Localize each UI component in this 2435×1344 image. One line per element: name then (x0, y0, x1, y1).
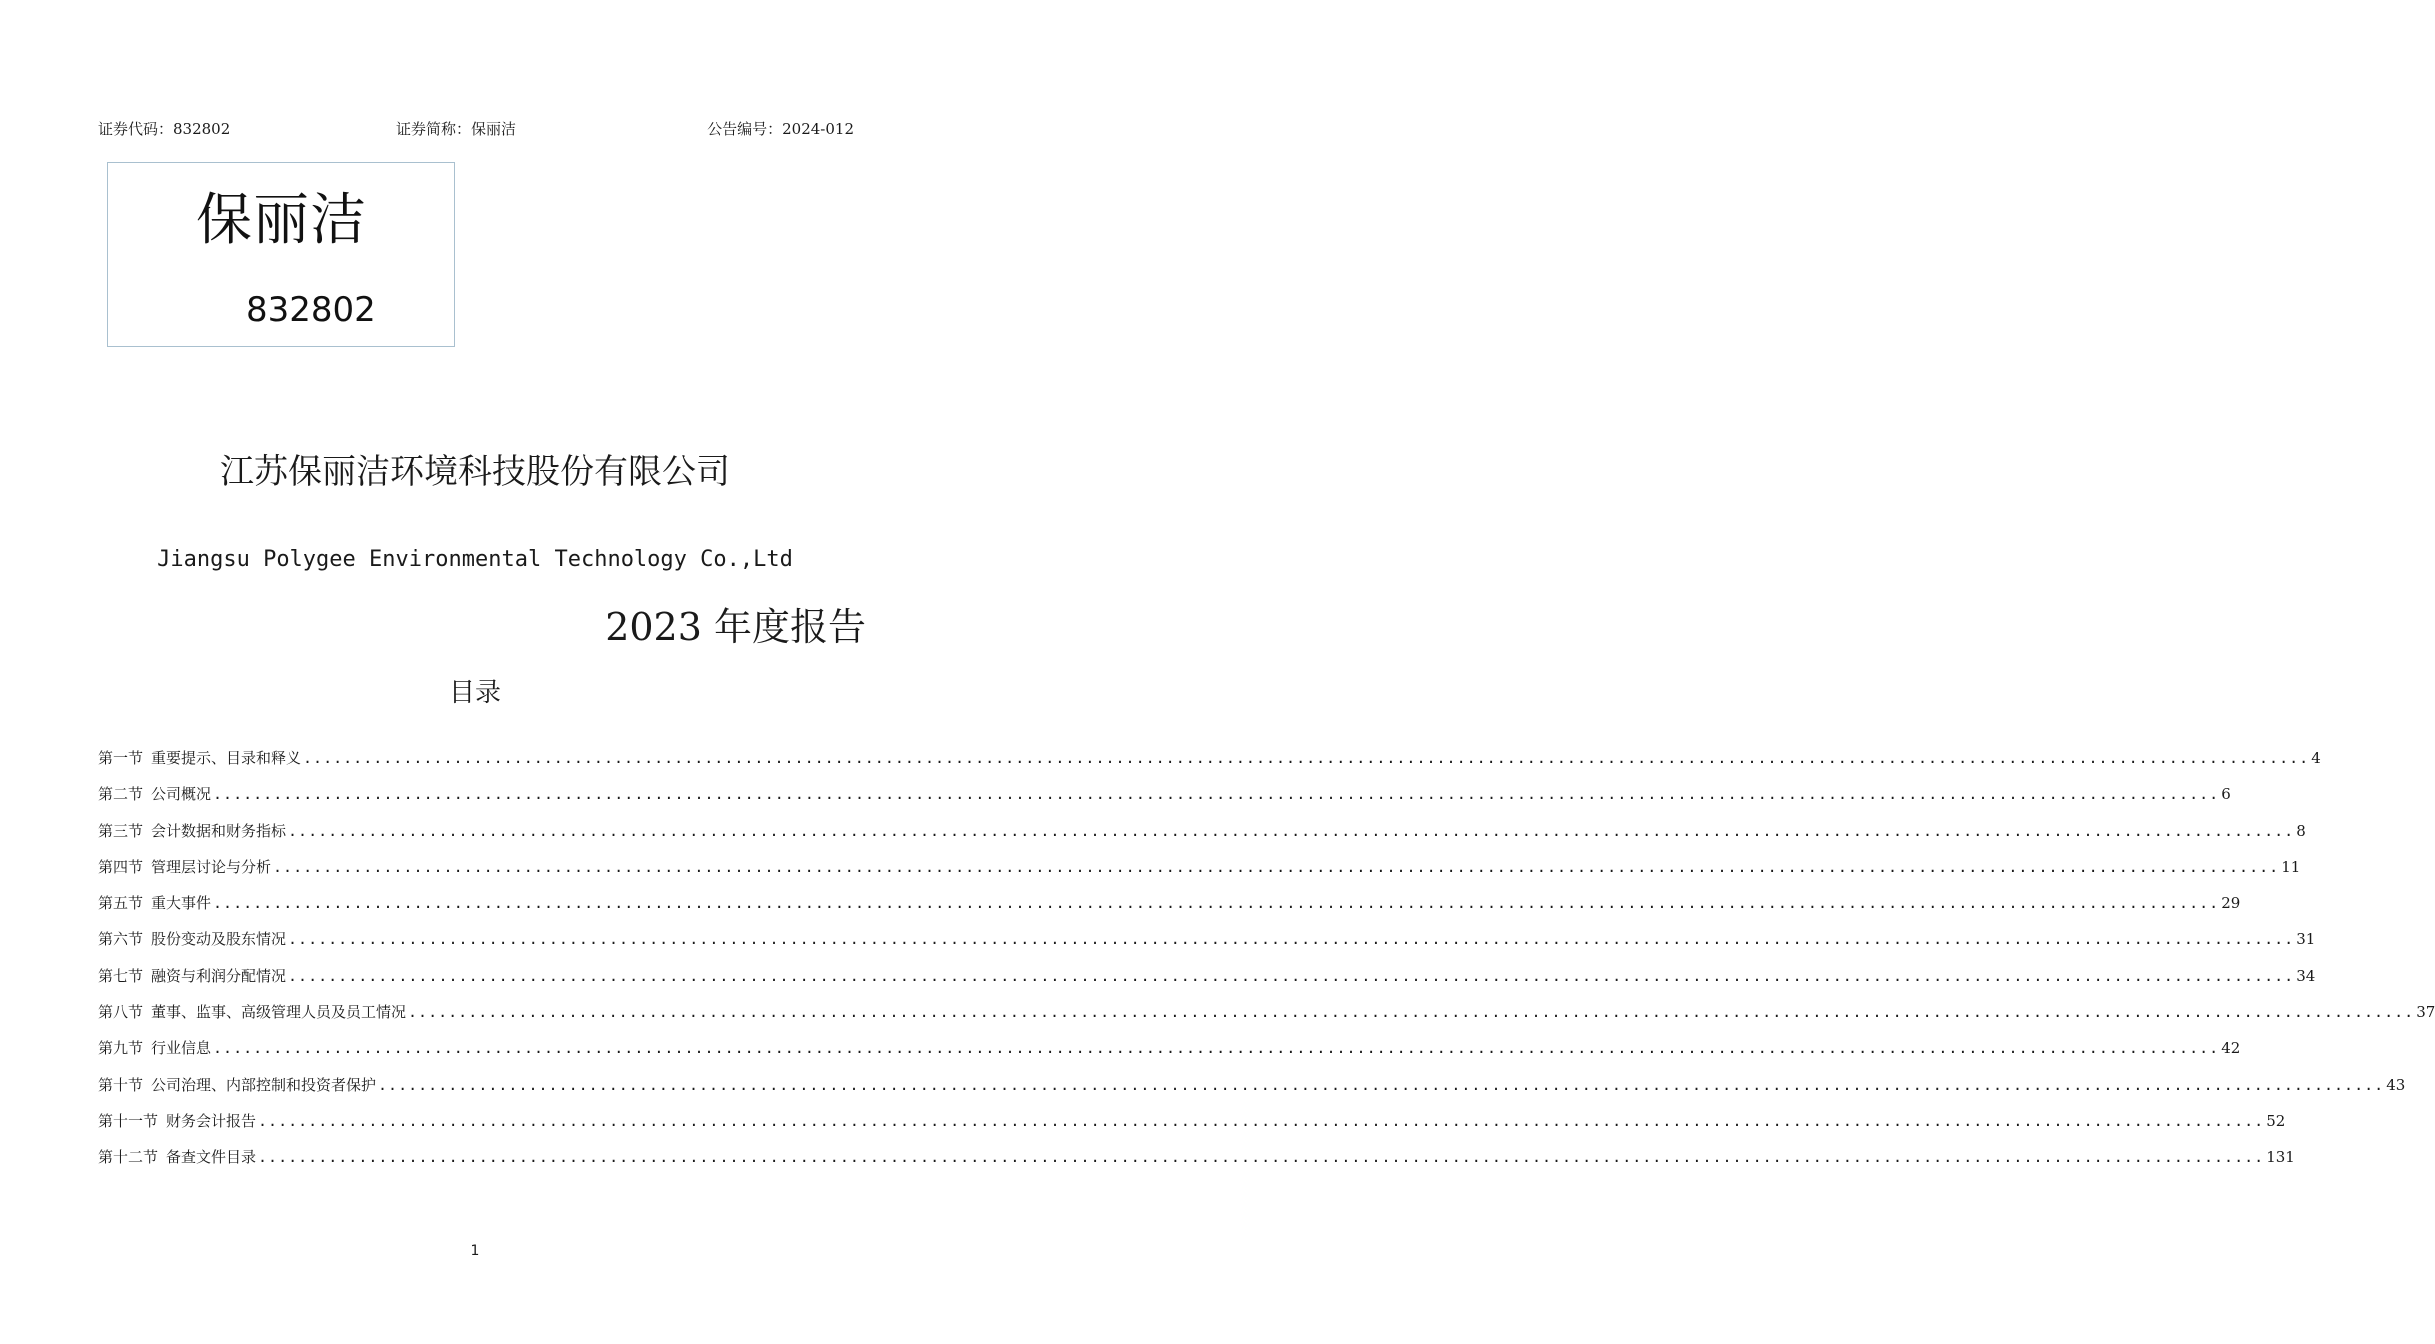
toc-item-leader-dots: ........................................................................................................................................................................................................ (288, 966, 2295, 985)
company-name-en: Jiangsu Polygee Environmental Technology Co.,Ltd (157, 547, 793, 572)
toc-item-label: 重要提示、目录和释义 (151, 749, 302, 767)
toc-item[interactable] (98, 1145, 2295, 1181)
toc-item-leader-dots: ........................................................................................................................................................................................................ (258, 1148, 2265, 1167)
toc-item-section: 第八节 (98, 1003, 144, 1022)
toc-item-leader-dots: ........................................................................................................................................................................................................ (378, 1075, 2385, 1094)
toc-item[interactable] (98, 819, 2306, 855)
toc-item-page: 34 (2296, 966, 2316, 985)
table-of-contents (98, 746, 2435, 1182)
company-logo-box (107, 162, 455, 347)
toc-item-section: 第九节 (98, 1039, 144, 1058)
toc-item-leader-dots: ........................................................................................................................................................................................................ (213, 1039, 2220, 1058)
toc-item-section: 第一节 (98, 749, 144, 767)
toc-item-section: 第四节 (98, 857, 144, 876)
toc-item[interactable] (98, 891, 2241, 927)
toc-item-label: 重大事件 (151, 894, 212, 913)
toc-item-label: 行业信息 (151, 1039, 212, 1058)
toc-item-leader-dots: ........................................................................................................................................................................................................ (258, 1111, 2265, 1130)
toc-item-section: 第二节 (98, 785, 144, 804)
document-header (98, 118, 854, 140)
toc-item-section: 第七节 (98, 966, 144, 985)
toc-item-section: 第三节 (98, 821, 144, 840)
toc-item-page: 6 (2221, 785, 2231, 804)
toc-item-section: 第十二节 (98, 1148, 159, 1167)
toc-item-leader-dots: ........................................................................................................................................................................................................ (303, 749, 2310, 767)
toc-item[interactable] (98, 855, 2301, 891)
toc-item-section: 第十节 (98, 1075, 144, 1094)
toc-item[interactable] (98, 1109, 2286, 1145)
toc-item-section: 第五节 (98, 894, 144, 913)
logo-code: 832802 (246, 290, 376, 330)
toc-item[interactable] (98, 964, 2316, 1000)
toc-item-label: 备查文件目录 (166, 1148, 257, 1167)
toc-item-page: 42 (2221, 1039, 2241, 1058)
toc-item-label: 财务会计报告 (166, 1111, 257, 1130)
toc-item[interactable] (98, 746, 2321, 782)
toc-item-page: 52 (2266, 1111, 2286, 1130)
logo-name: 保丽洁 (196, 188, 367, 253)
toc-item-label: 公司治理、内部控制和投资者保护 (151, 1075, 377, 1094)
report-title: 2023 年度报告 (605, 605, 866, 649)
toc-item-leader-dots: ........................................................................................................................................................................................................ (213, 785, 2220, 804)
toc-item-label: 股份变动及股东情况 (151, 930, 287, 949)
company-name-cn: 江苏保丽洁环境科技股份有限公司 (220, 452, 730, 492)
toc-item-section: 第六节 (98, 930, 144, 949)
toc-item-leader-dots: ........................................................................................................................................................................................................ (408, 1003, 2415, 1022)
toc-item[interactable] (98, 1036, 2241, 1072)
toc-item-label: 管理层讨论与分析 (151, 857, 272, 876)
toc-item-label: 会计数据和财务指标 (151, 821, 287, 840)
toc-item-leader-dots: ........................................................................................................................................................................................................ (288, 930, 2295, 949)
toc-item[interactable] (98, 1073, 2406, 1109)
toc-item-page: 43 (2386, 1075, 2406, 1094)
announcement-number: 公告编号：2024-012 (707, 120, 854, 138)
toc-title: 目录 (448, 678, 501, 708)
toc-item-leader-dots: ........................................................................................................................................................................................................ (273, 857, 2280, 876)
page-number: 1 (470, 1243, 480, 1259)
toc-item-leader-dots: ........................................................................................................................................................................................................ (288, 821, 2295, 840)
toc-item[interactable] (98, 1000, 2435, 1036)
toc-item-page: 37 (2416, 1003, 2435, 1022)
toc-item-label: 公司概况 (151, 785, 212, 804)
toc-item-page: 31 (2296, 930, 2316, 949)
toc-item-page: 29 (2221, 894, 2241, 913)
toc-item-page: 11 (2281, 857, 2301, 876)
toc-item-page: 8 (2296, 821, 2306, 840)
toc-item[interactable] (98, 927, 2316, 963)
toc-item[interactable] (98, 782, 2231, 818)
toc-item-page: 131 (2266, 1148, 2295, 1167)
toc-item-section: 第十一节 (98, 1111, 159, 1130)
toc-item-page: 4 (2311, 749, 2321, 767)
security-abbreviation: 证券简称：保丽洁 (396, 120, 517, 138)
toc-item-label: 董事、监事、高级管理人员及员工情况 (151, 1003, 407, 1022)
toc-item-leader-dots: ........................................................................................................................................................................................................ (213, 894, 2220, 913)
security-code: 证券代码：832802 (98, 120, 231, 138)
toc-item-label: 融资与利润分配情况 (151, 966, 287, 985)
